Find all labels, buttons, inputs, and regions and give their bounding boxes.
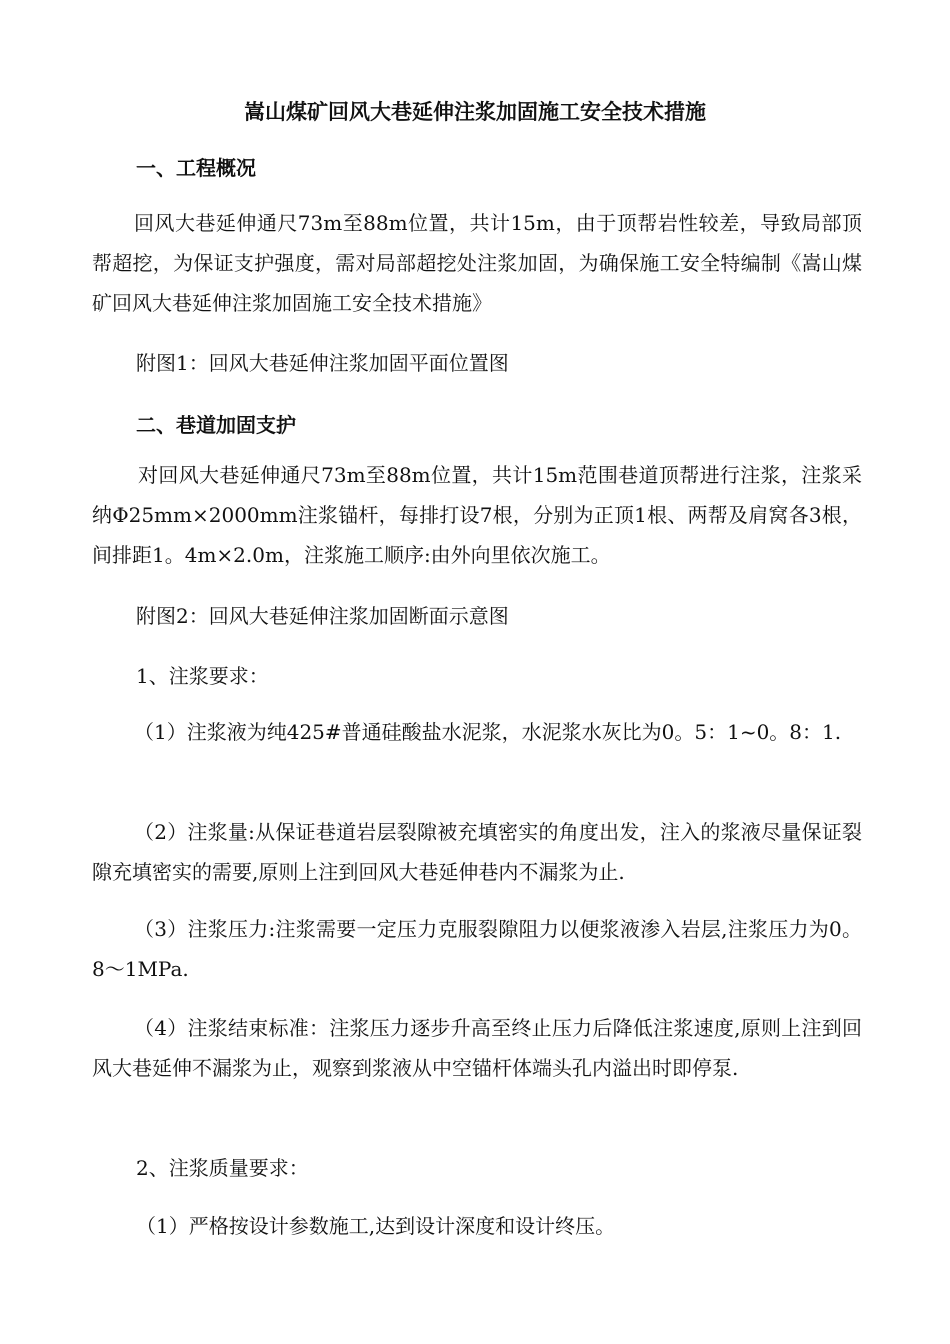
grouting-requirement-item: （3）注浆压力:注浆需要一定压力克服裂隙阻力以便浆液渗入岩层,注浆压力为0。8～1MPa.	[92, 917, 862, 981]
quality-requirements-heading: 2、注浆质量要求：	[136, 1156, 309, 1180]
section-heading-overview: 一、工程概况	[136, 156, 256, 180]
figure-note-1: 附图1：回风大巷延伸注浆加固平面位置图	[136, 351, 509, 375]
grouting-requirements-heading: 1、注浆要求：	[136, 664, 269, 688]
grouting-requirement-item: （2）注浆量:从保证巷道岩层裂隙被充填密实的角度出发，注入的浆液尽量保证裂隙充填密实的需要,原则上注到回风大巷延伸巷内不漏浆为止.	[92, 820, 862, 884]
support-paragraph: 对回风大巷延伸通尺73m至88m位置，共计15m范围巷道顶帮进行注浆，注浆采纳Φ25mm×2000mm注浆锚杆，每排打设7根，分别为正顶1根、两帮及肩窝各3根，间排距1。4m×2.0m，注浆施工顺序:由外向里依次施工。	[92, 463, 862, 567]
grouting-requirement-item: （1）注浆液为纯425#普通硅酸盐水泥浆，水泥浆水灰比为0。5：1~0。8：1.	[134, 720, 842, 744]
grouting-requirement-item: （4）注浆结束标准：注浆压力逐步升高至终止压力后降低注浆速度,原则上注到回风大巷延伸不漏浆为止，观察到浆液从中空锚杆体端头孔内溢出时即停泵.	[92, 1016, 862, 1080]
overview-paragraph: 回风大巷延伸通尺73m至88m位置，共计15m，由于顶帮岩性较差，导致局部顶帮超挖，为保证支护强度，需对局部超挖处注浆加固，为确保施工安全特编制《嵩山煤矿回风大巷延伸注浆加固施工安全技术措施》	[92, 211, 862, 315]
document-title: 嵩山煤矿回风大巷延伸注浆加固施工安全技术措施	[244, 100, 706, 124]
section-heading-support: 二、巷道加固支护	[136, 413, 296, 437]
figure-note-2: 附图2：回风大巷延伸注浆加固断面示意图	[136, 604, 509, 628]
quality-requirement-item: （1）严格按设计参数施工,达到设计深度和设计终压。	[136, 1214, 616, 1238]
